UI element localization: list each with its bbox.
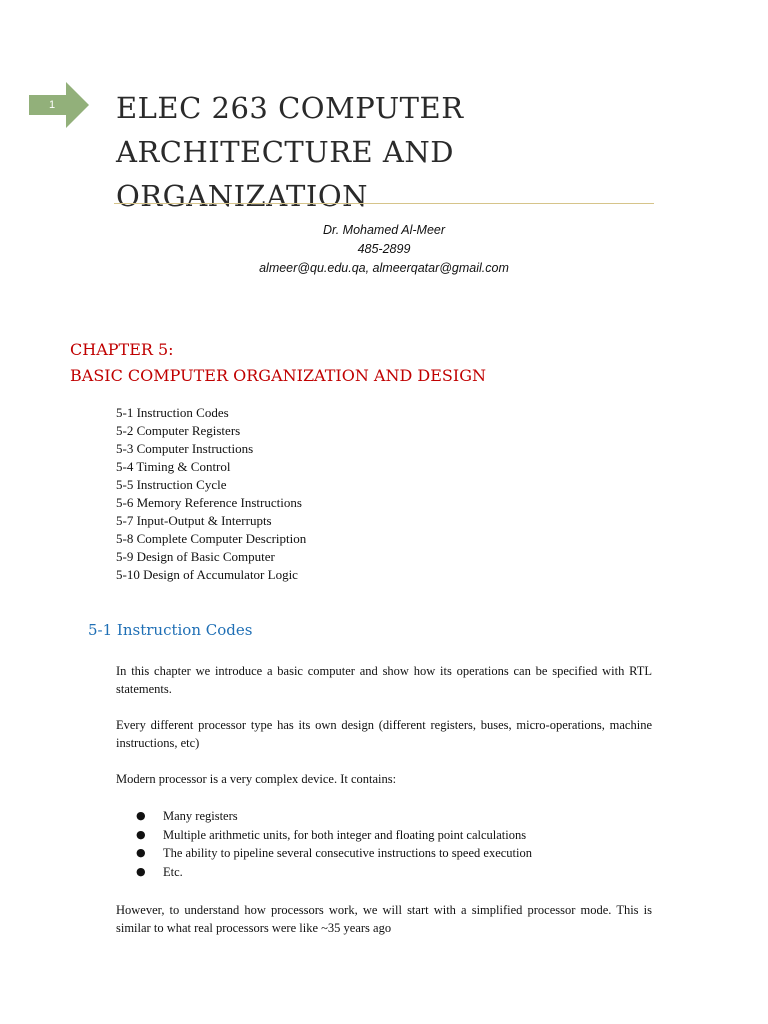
- list-item-text: The ability to pipeline several consecutive instructions to speed execution: [163, 846, 532, 860]
- toc-item: 5-7 Input-Output & Interrupts: [116, 513, 272, 528]
- page-number: 1: [48, 99, 56, 111]
- toc-item: 5-10 Design of Accumulator Logic: [116, 567, 298, 582]
- title-line: ELEC 263 COMPUTER: [116, 91, 464, 125]
- list-item: [136, 807, 532, 826]
- title-line: ARCHITECTURE AND: [116, 135, 454, 169]
- bullet-icon: ●: [136, 827, 146, 841]
- bullet-icon: ●: [136, 864, 146, 878]
- toc-item: 5-3 Computer Instructions: [116, 441, 254, 456]
- paragraph: Modern processor is a very complex device. It contains:: [116, 772, 397, 786]
- author-name: Dr. Mohamed Al-Meer: [322, 223, 446, 237]
- title-line: ORGANIZATION: [116, 179, 369, 213]
- page-number-badge: [29, 82, 89, 128]
- toc-item: 5-1 Instruction Codes: [116, 405, 229, 420]
- toc-item: 5-2 Computer Registers: [116, 423, 241, 438]
- list-item-text: Many registers: [163, 809, 238, 823]
- paragraph: Every different processor type has its own design (different registers, buses, micro-operations, machine instructions, etc): [116, 718, 652, 750]
- document-title: [116, 86, 676, 218]
- table-of-contents: [116, 404, 306, 584]
- section-heading: 5-1 Instruction Codes: [88, 621, 253, 639]
- chapter-heading: [70, 337, 486, 389]
- toc-item: 5-5 Instruction Cycle: [116, 477, 227, 492]
- chapter-title: BASIC COMPUTER ORGANIZATION AND DESIGN: [70, 366, 486, 385]
- feature-list: [136, 807, 532, 881]
- bullet-icon: ●: [136, 846, 146, 859]
- list-item-text: Multiple arithmetic units, for both integer and floating point calculations: [163, 827, 527, 842]
- paragraph: In this chapter we introduce a basic computer and show how its operations can be specified with RTL statements.: [116, 664, 652, 696]
- toc-item: 5-8 Complete Computer Description: [116, 531, 307, 546]
- author-emails: almeer@qu.edu.qa, almeerqatar@gmail.com: [259, 261, 509, 275]
- list-item: [136, 863, 532, 882]
- author-block: [0, 221, 768, 278]
- title-divider: [114, 203, 654, 204]
- list-item: [136, 826, 532, 845]
- closing-paragraph: However, to understand how processors work, we will start with a simplified processor mode. This is similar to what real processors were like ~35 years ago: [116, 903, 652, 935]
- toc-item: 5-4 Timing & Control: [116, 459, 231, 474]
- toc-item: 5-6 Memory Reference Instructions: [116, 495, 302, 510]
- bullet-icon: ●: [136, 809, 146, 822]
- toc-item: 5-9 Design of Basic Computer: [116, 549, 275, 564]
- author-phone: 485-2899: [357, 242, 411, 256]
- chapter-number: CHAPTER 5:: [70, 340, 174, 359]
- list-item-text: Etc.: [163, 864, 183, 879]
- list-item: [136, 844, 532, 863]
